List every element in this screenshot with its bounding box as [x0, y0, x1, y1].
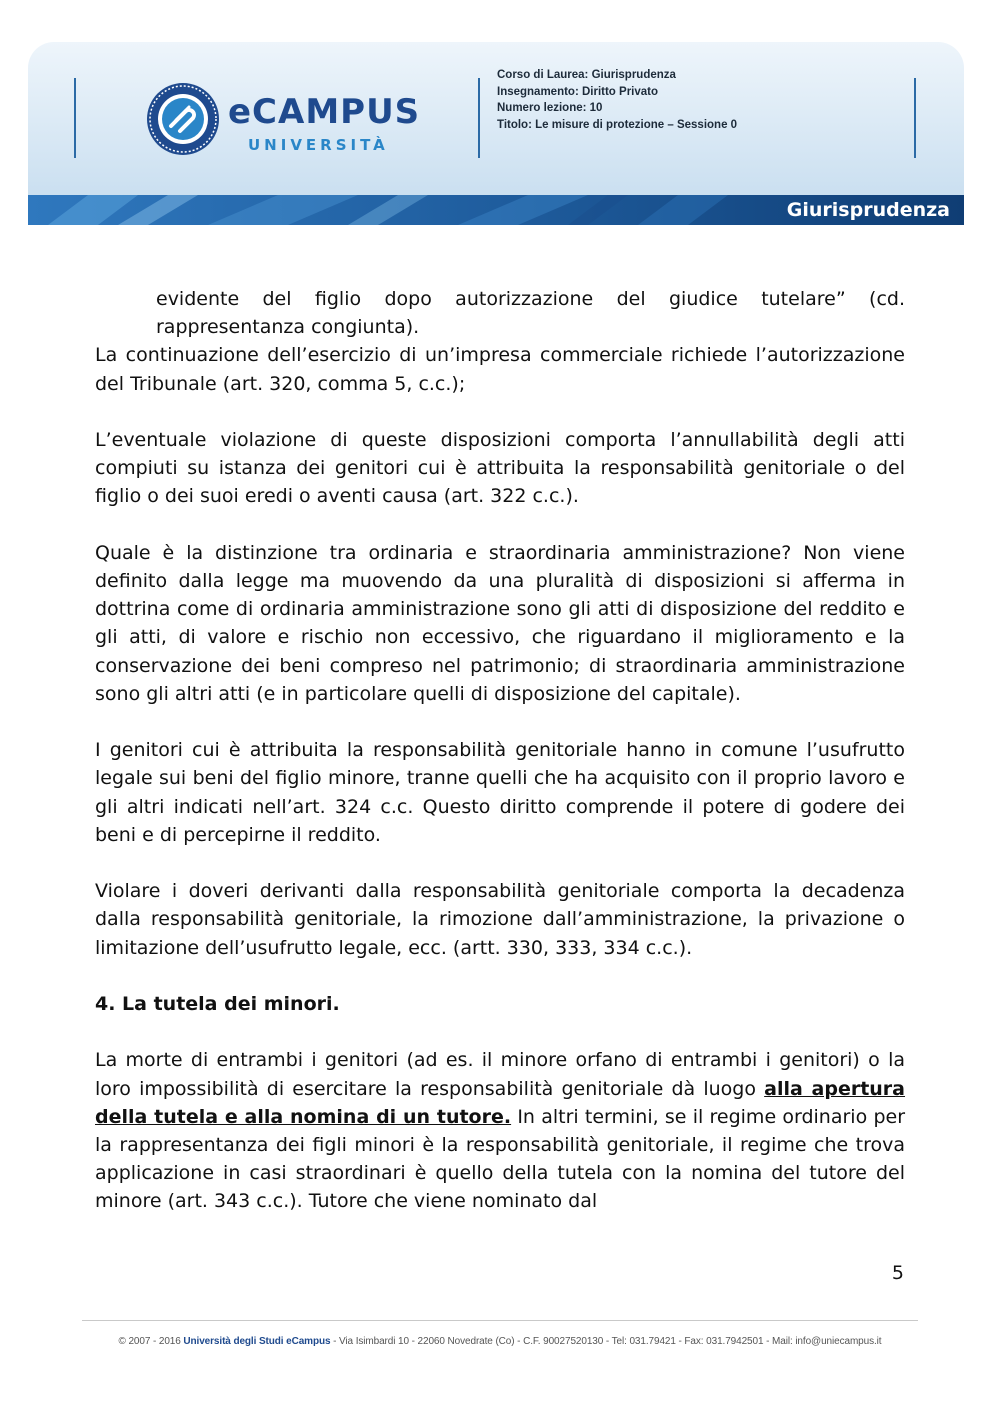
paragraph-duties: Violare i doveri derivanti dalla responsabilità genitoriale comporta la decadenza dalla responsabilità genitoriale, la rimozione dall’amministrazione, la privazione o limitazione dell’usufrutto legale, ecc. (artt. 330, 333, 334 c.c.).: [95, 880, 905, 959]
lesson-title: Titolo: Le misure di protezione – Sessione 0: [497, 118, 738, 131]
page-number: 5: [891, 1262, 904, 1284]
footer-copyright: © 2007 - 2016: [118, 1336, 184, 1347]
paragraph-continuation: evidente del figlio dopo autorizzazione del giudice tutelare” (cd. rappresentanza congiunta).: [156, 288, 905, 339]
logo-wordmark: eCAMPUS: [228, 92, 421, 132]
header-divider-middle: [478, 78, 480, 158]
logo-subtitle: UNIVERSITÀ: [248, 136, 389, 154]
course-subject: Insegnamento: Diritto Privato: [497, 85, 659, 98]
footer-contacts: - Via Isimbardi 10 - 22060 Novedrate (Co) - C.F. 90027520130 - Tel: 031.79421 - Fax: 031.7942501 - Mail: info@uniecampus.it: [330, 1336, 882, 1347]
footer-divider: [82, 1320, 918, 1321]
course-name: Corso di Laurea: Giurisprudenza: [497, 69, 676, 81]
course-meta: [497, 67, 737, 133]
emphasized-phrase: alla apertura della tutela e alla nomina di un tutore.: [95, 1077, 906, 1128]
lesson-number: Numero lezione: 10: [497, 102, 603, 115]
section-label: Giurisprudenza: [786, 199, 950, 221]
ecampus-logo-seal-icon: [146, 82, 220, 156]
header-divider-left: [74, 78, 76, 158]
paragraph-violation: L’eventuale violazione di queste disposizioni comporta l’annullabilità degli atti compiuti su istanza dei genitori cui è attribuita la responsabilità genitoriale o del figlio o dei suoi eredi o aventi causa (art. 322 c.c.).: [95, 429, 905, 508]
paragraph-usufruct: I genitori cui è attribuita la responsabilità genitoriale hanno in comune l’usufrutto legale sui beni del figlio minore, tranne quelli che ha acquisito con il proprio lavoro e gli altri indicati nell’art. 324 c.c. Questo diritto comprende il potere di godere dei beni e di percepirne il reddito.: [95, 739, 905, 846]
paragraph-guardianship-end: In altri termini, se il regime ordinario per la rappresentanza dei figli minori è la responsabilità genitoriale, il regime che trova applicazione in casi straordinari è quello della tutela con la nomina del tutore del minore (art. 343 c.c.). Tutore che viene nominato dal: [95, 1105, 906, 1213]
paragraph-guardianship-start: La morte di entrambi i genitori (ad es. il minore orfano di entrambi i genitori) o la loro impossibilità di esercitare la responsabilità genitoriale dà luogo: [95, 1049, 905, 1100]
footer-university: Università degli Studi eCampus: [183, 1336, 331, 1347]
page-content: [95, 285, 905, 1216]
section-heading: 4. La tutela dei minori.: [95, 993, 340, 1015]
paragraph-administration: Quale è la distinzione tra ordinaria e straordinaria amministrazione? Non viene definito dalla legge ma muovendo da una pluralità di disposizioni si afferma in dottrina come di ordinaria amministrazione sono gli atti di disposizione del reddito e gli atti, di valore e rischio non eccessivo, che riguardano il miglioramento e la conservazione dei beni compreso nel patrimonio; di straordinaria amministrazione sono gli altri atti (e in particolare quelli di disposizione del capitale).: [95, 541, 905, 705]
header-divider-right: [914, 78, 916, 158]
paragraph-business: La continuazione dell’esercizio di un’impresa commerciale richiede l’autorizzazione del Tribunale (art. 320, comma 5, c.c.);: [95, 344, 905, 395]
footer: [0, 1336, 1000, 1347]
paragraph-guardianship: [95, 1046, 905, 1215]
